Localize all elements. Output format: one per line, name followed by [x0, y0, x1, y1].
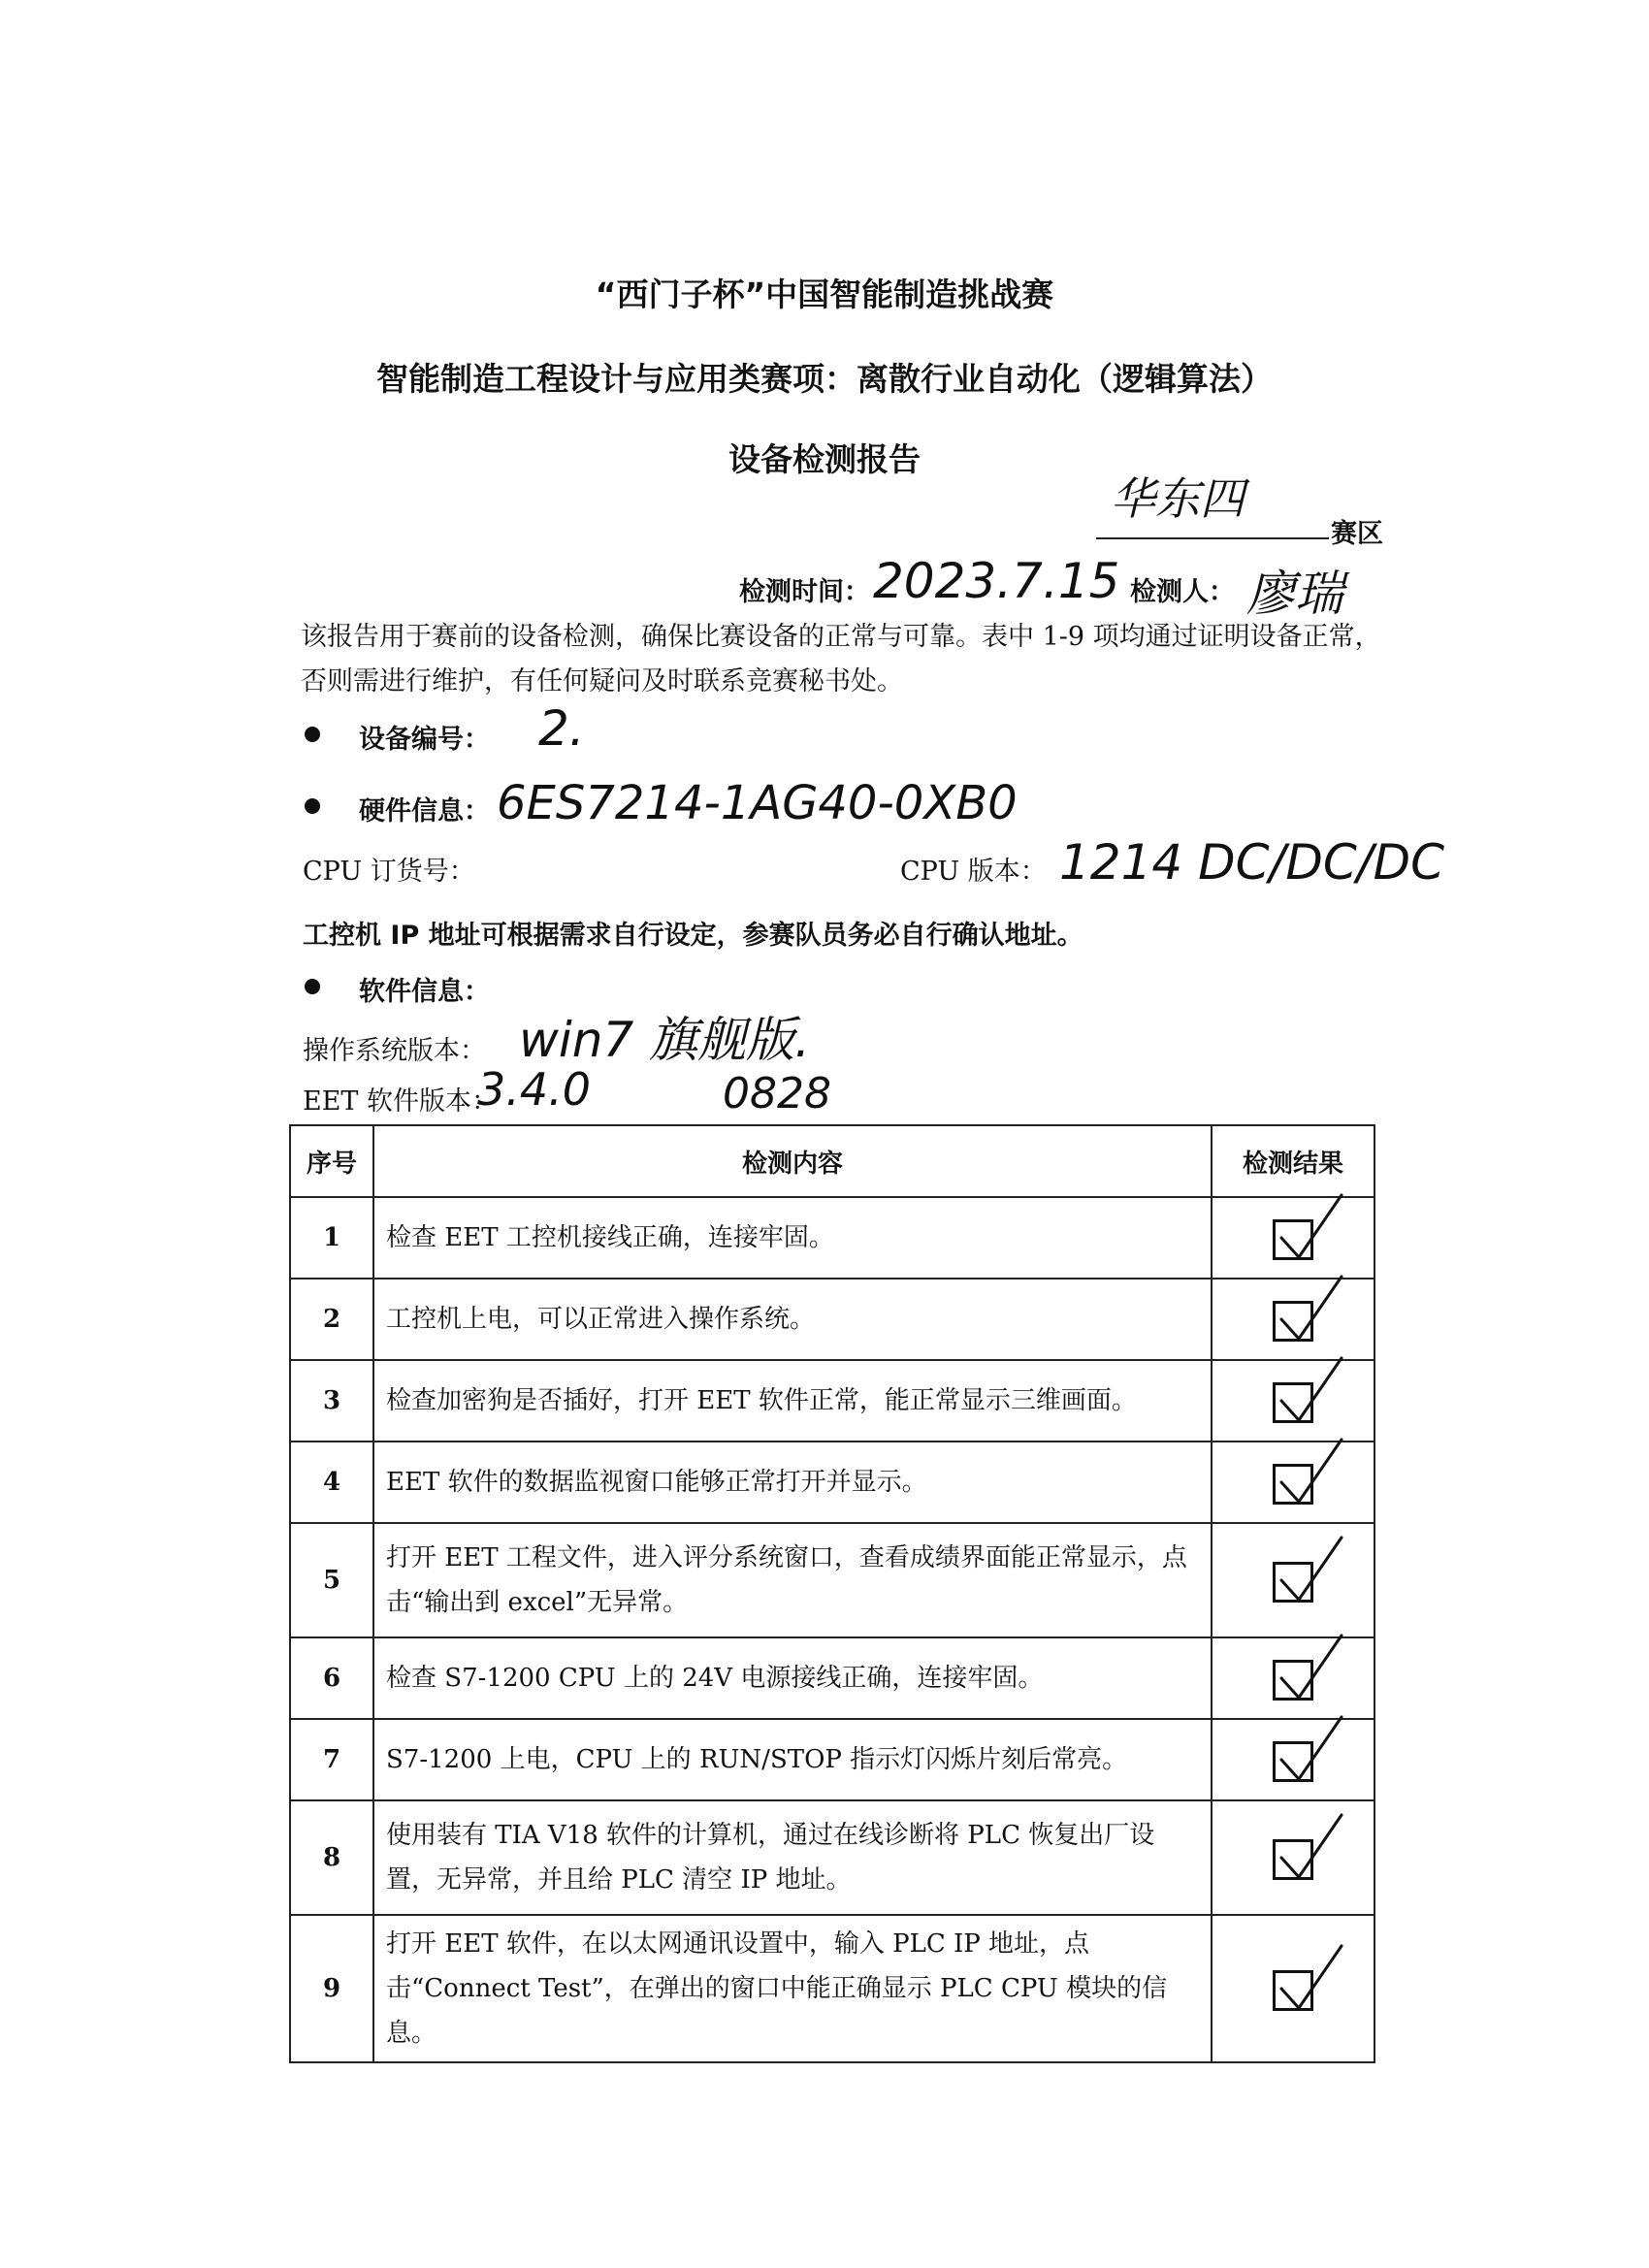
checked-box-icon[interactable]	[1273, 1382, 1313, 1423]
checked-box-icon[interactable]	[1273, 1301, 1313, 1342]
row-number: 8	[290, 1800, 373, 1915]
eet-value: 3.4.0	[477, 1063, 592, 1116]
hardware-value: 6ES7214-1AG40-0XB0	[497, 776, 1018, 830]
ip-note: 工控机 IP 地址可根据需求自行设定，参赛队员务必自行确认地址。	[303, 921, 1083, 951]
row-result	[1212, 1800, 1374, 1915]
checked-box-icon[interactable]	[1273, 1464, 1313, 1505]
bullet-dot	[305, 979, 320, 994]
cpu-order-label: CPU 订货号：	[303, 857, 475, 887]
row-number: 6	[290, 1637, 373, 1719]
report-title-line3: 设备检测报告	[728, 440, 921, 478]
header-content: 检测内容	[373, 1125, 1212, 1197]
table-row	[290, 1719, 1374, 1800]
device-no-label: 设备编号：	[359, 725, 490, 755]
row-number: 9	[290, 1915, 373, 2062]
checked-box-icon[interactable]	[1273, 1562, 1313, 1603]
checked-box-icon[interactable]	[1273, 1741, 1313, 1782]
person-label: 检测人：	[1130, 577, 1235, 607]
checked-box-icon[interactable]	[1273, 1970, 1313, 2011]
bullet-dot	[305, 727, 320, 742]
region-suffix: 赛区	[1331, 519, 1383, 549]
table-row	[290, 1800, 1374, 1915]
header-result: 检测结果	[1212, 1125, 1374, 1197]
cpu-version-label: CPU 版本：	[900, 857, 1047, 887]
row-result	[1212, 1719, 1374, 1800]
eet-label: EET 软件版本：	[303, 1086, 499, 1117]
cpu-version-value: 1214 DC/DC/DC	[1059, 834, 1445, 891]
row-result	[1212, 1279, 1374, 1360]
table-row	[290, 1197, 1374, 1279]
table-row	[290, 1279, 1374, 1360]
row-content: EET 软件的数据监视窗口能够正常打开并显示。	[373, 1442, 1212, 1523]
row-result	[1212, 1197, 1374, 1279]
bullet-dot	[305, 798, 320, 814]
device-no-value: 2.	[538, 700, 585, 757]
row-content: 检查 EET 工控机接线正确，连接牢固。	[373, 1197, 1212, 1279]
software-label: 软件信息：	[359, 977, 490, 1007]
row-result	[1212, 1637, 1374, 1719]
report-title-line1: “西门子杯”中国智能制造挑战赛	[595, 275, 1054, 313]
row-number: 4	[290, 1442, 373, 1523]
row-result	[1212, 1442, 1374, 1523]
row-result	[1212, 1915, 1374, 2062]
report-title-line2: 智能制造工程设计与应用类赛项：离散行业自动化（逻辑算法）	[376, 360, 1273, 398]
checked-box-icon[interactable]	[1273, 1660, 1313, 1701]
row-number: 3	[290, 1360, 373, 1442]
row-content: 打开 EET 软件，在以太网通讯设置中，输入 PLC IP 地址，点击“Connect Test”，在弹出的窗口中能正确显示 PLC CPU 模块的信息。	[373, 1915, 1212, 2062]
time-label: 检测时间：	[739, 577, 870, 607]
checked-box-icon[interactable]	[1273, 1839, 1313, 1880]
table-row	[290, 1360, 1374, 1442]
table-row	[290, 1442, 1374, 1523]
header-no: 序号	[290, 1125, 373, 1197]
table-row	[290, 1523, 1374, 1637]
region-underline	[1096, 537, 1329, 539]
row-number: 1	[290, 1197, 373, 1279]
region-handwritten: 华东四	[1111, 472, 1245, 525]
intro-paragraph: 该报告用于赛前的设备检测，确保比赛设备的正常与可靠。表中 1-9 项均通过证明设备正常，否则需进行维护，有任何疑问及时联系竞赛秘书处。	[301, 622, 1381, 697]
table-row	[290, 1915, 1374, 2062]
row-number: 2	[290, 1279, 373, 1360]
row-content: 工控机上电，可以正常进入操作系统。	[373, 1279, 1212, 1360]
hardware-label: 硬件信息：	[359, 796, 490, 826]
table-header-row	[290, 1125, 1374, 1197]
row-result	[1212, 1360, 1374, 1442]
os-value: win7 旗舰版.	[519, 1012, 811, 1068]
person-value: 廖瑞	[1246, 566, 1343, 622]
checked-box-icon[interactable]	[1273, 1219, 1313, 1260]
os-label: 操作系统版本：	[303, 1036, 486, 1066]
row-number: 5	[290, 1523, 373, 1637]
row-content: 打开 EET 工程文件，进入评分系统窗口，查看成绩界面能正常显示，点击“输出到 excel”无异常。	[373, 1523, 1212, 1637]
row-content: 使用装有 TIA V18 软件的计算机，通过在线诊断将 PLC 恢复出厂设置，无异常，并且给 PLC 清空 IP 地址。	[373, 1800, 1212, 1915]
row-content: 检查 S7-1200 CPU 上的 24V 电源接线正确，连接牢固。	[373, 1637, 1212, 1719]
row-number: 7	[290, 1719, 373, 1800]
row-content: 检查加密狗是否插好，打开 EET 软件正常，能正常显示三维画面。	[373, 1360, 1212, 1442]
row-result	[1212, 1523, 1374, 1637]
row-content: S7-1200 上电，CPU 上的 RUN/STOP 指示灯闪烁片刻后常亮。	[373, 1719, 1212, 1800]
eet-value-2: 0828	[723, 1069, 831, 1118]
table-row	[290, 1637, 1374, 1719]
time-value: 2023.7.15	[873, 553, 1120, 609]
inspection-table	[289, 1124, 1375, 2063]
